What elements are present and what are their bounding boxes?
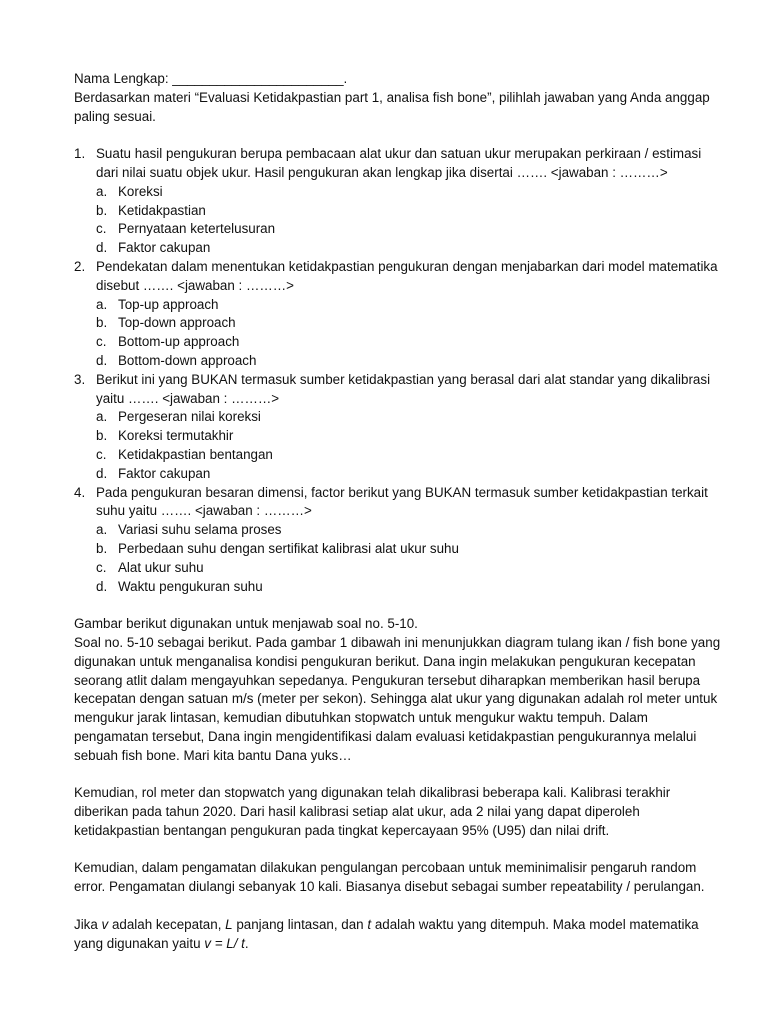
option-item	[96, 239, 724, 258]
variable-t: t	[367, 916, 372, 932]
option-text: Faktor cakupan	[118, 240, 211, 256]
option-letter: b.	[96, 540, 108, 556]
option-item	[96, 540, 724, 559]
formula: v = L/ t	[204, 935, 245, 951]
option-list	[96, 408, 724, 483]
option-item	[96, 183, 724, 202]
option-letter: b.	[96, 202, 108, 218]
question-item	[74, 145, 724, 258]
question-item	[74, 258, 724, 371]
option-item	[96, 408, 724, 427]
option-text: Ketidakpastian	[118, 202, 206, 218]
option-letter: a.	[96, 183, 108, 199]
option-text: Koreksi termutakhir	[118, 428, 234, 444]
option-text: Bottom-up approach	[118, 334, 240, 350]
option-item	[96, 202, 724, 221]
option-letter: b.	[96, 315, 108, 331]
option-item	[96, 314, 724, 333]
model-text: adalah waktu yang ditempuh. Maka model matematika yang digunakan yaitu	[74, 916, 699, 951]
option-item	[96, 559, 724, 578]
question-list	[74, 145, 724, 596]
option-text: Bottom-down approach	[118, 352, 257, 368]
question-item	[74, 484, 724, 597]
document-page	[74, 70, 724, 953]
question-number: 1.	[74, 146, 86, 162]
model-paragraph	[74, 916, 724, 954]
model-text: .	[244, 935, 249, 951]
option-text: Pergeseran nilai koreksi	[118, 409, 261, 425]
option-letter: c.	[96, 446, 107, 462]
spacer	[74, 126, 724, 145]
question-text: Suatu hasil pengukuran berupa pembacaan alat ukur dan satuan ukur merupakan perkiraan / estimasi dari nilai suatu objek ukur. Hasil pengukuran akan lengkap jika disertai ……. <jawaban : ………>	[96, 146, 702, 180]
option-item	[96, 446, 724, 465]
model-text: adalah kecepatan,	[108, 916, 226, 932]
spacer	[74, 596, 724, 615]
option-item	[96, 333, 724, 352]
option-item	[96, 220, 724, 239]
option-text: Top-up approach	[118, 296, 219, 312]
option-text: Top-down approach	[118, 315, 236, 331]
option-letter: d.	[96, 465, 108, 481]
spacer	[74, 841, 724, 860]
question-text: Pendekatan dalam menentukan ketidakpastian pengukuran dengan menjabarkan dari model matematika disebut ……. <jawaban : ………>	[96, 258, 718, 293]
variable-v: v	[101, 916, 109, 932]
option-letter: d.	[96, 578, 108, 594]
calibration-paragraph: Kemudian, rol meter dan stopwatch yang digunakan telah dikalibrasi beberapa kali. Kalibrasi terakhir diberikan pada tahun 2020. Dari hasil kalibrasi setiap alat ukur, ada 2 nilai yang dapat diperoleh ketidakpastian bentangan pengukuran pada tingkat kepercayaan 95% (U95) dan nilai drift.	[74, 785, 671, 838]
option-text: Faktor cakupan	[118, 465, 211, 481]
option-text: Variasi suhu selama proses	[118, 522, 282, 538]
question-number: 2.	[74, 258, 86, 274]
option-letter: a.	[96, 409, 108, 425]
option-letter: a.	[96, 522, 108, 538]
option-item	[96, 578, 724, 597]
question-number: 3.	[74, 371, 86, 387]
option-item	[96, 296, 724, 315]
figure-note: Gambar berikut digunakan untuk menjawab soal no. 5-10.	[74, 616, 418, 632]
name-field-line: Nama Lengkap: _______________________.	[74, 71, 348, 86]
option-letter: d.	[96, 352, 108, 368]
option-list	[96, 296, 724, 371]
option-list	[96, 183, 724, 258]
option-text: Alat ukur suhu	[118, 559, 204, 575]
option-letter: c.	[96, 334, 107, 350]
question-text: Berikut ini yang BUKAN termasuk sumber ketidakpastian yang berasal dari alat standar yang dikalibrasi yaitu ……. <jawaban : ………>	[96, 371, 711, 406]
spacer	[74, 765, 724, 784]
model-text: panjang lintasan, dan	[232, 916, 368, 932]
option-item	[96, 465, 724, 484]
variable-l: L	[225, 916, 233, 932]
question-number: 4.	[74, 484, 86, 500]
option-letter: b.	[96, 428, 108, 444]
instructions-text: Berdasarkan materi “Evaluasi Ketidakpastian part 1, analisa fish bone”, pilihlah jawaban yang Anda anggap paling sesuai.	[74, 89, 710, 124]
scenario-paragraph: Soal no. 5-10 sebagai berikut. Pada gambar 1 dibawah ini menunjukkan diagram tulang ikan / fish bone yang digunakan untuk menganalisa kondisi pengukuran berikut. Dana ingin melakukan pengukuran kecepatan seorang atlit dalam mengayuhkan sepedanya. Pengukuran tersebut diharapkan memberikan hasil berupa kecepatan dengan satuan m/s (meter per sekon). Sehingga alat ukur yang digunakan adalah rol meter untuk mengukur jarak lintasan, kemudian dibutuhkan stopwatch untuk mengukur waktu tempuh. Dalam pengamatan tersebut, Dana ingin mengidentifikasi dalam evaluasi ketidakpastian pengukurannya melalui sebuah fish bone. Mari kita bantu Dana yuks…	[74, 634, 721, 763]
option-item	[96, 521, 724, 540]
question-item	[74, 371, 724, 484]
option-item	[96, 427, 724, 446]
option-letter: a.	[96, 296, 108, 312]
option-letter: c.	[96, 559, 107, 575]
repeatability-paragraph: Kemudian, dalam pengamatan dilakukan pengulangan percobaan untuk meminimalisir pengaruh random error. Pengamatan diulangi sebanyak 10 kali. Biasanya disebut sebagai sumber repeatability / perulangan.	[74, 860, 705, 895]
option-text: Perbedaan suhu dengan sertifikat kalibrasi alat ukur suhu	[118, 540, 459, 556]
option-item	[96, 352, 724, 371]
spacer	[74, 897, 724, 916]
option-text: Pernyataan ketertelusuran	[118, 221, 276, 237]
option-letter: d.	[96, 240, 108, 256]
model-text: Jika	[74, 916, 102, 932]
option-list	[96, 521, 724, 596]
option-text: Waktu pengukuran suhu	[118, 578, 263, 594]
option-text: Koreksi	[118, 183, 163, 199]
option-text: Ketidakpastian bentangan	[118, 446, 273, 462]
option-letter: c.	[96, 221, 107, 237]
question-text: Pada pengukuran besaran dimensi, factor berikut yang BUKAN termasuk sumber ketidakpastian terkait suhu yaitu ……. <jawaban : ………>	[96, 484, 708, 519]
